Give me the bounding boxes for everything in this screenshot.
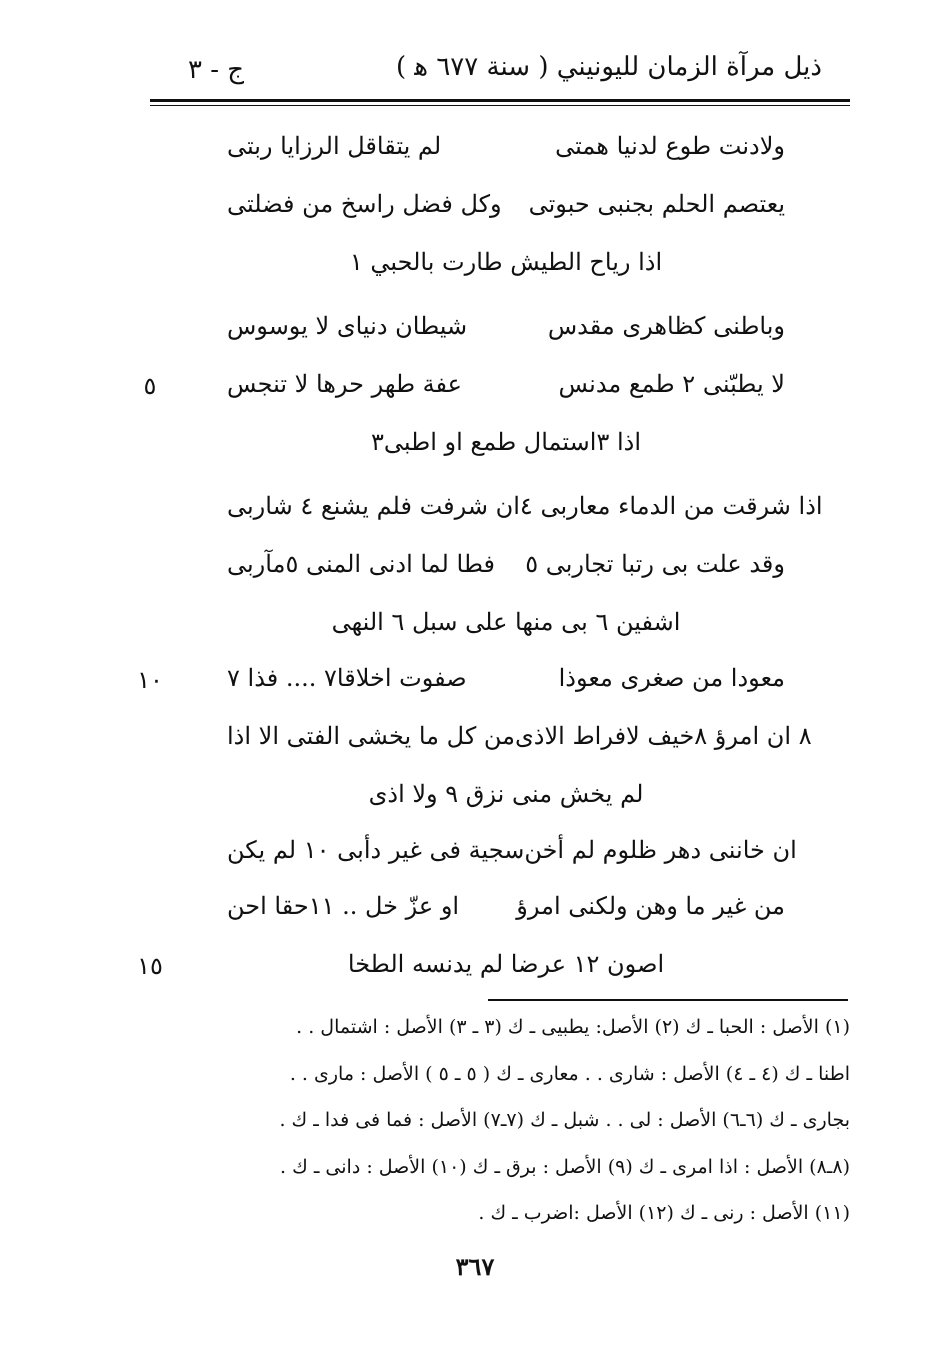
footnote-line: اطنا ـ ك (٤ ـ ٤) الأصل : شارى . . معارى ـ ك ( ٥ ـ ٥ ) الأصل : مارى . . (289, 1063, 850, 1085)
hemistich-left: وباطنى كظاهرى مقدس (547, 312, 785, 340)
verse-line (227, 304, 785, 348)
hemistich-right: لم يتقاقل الرزايا ربتى (227, 132, 442, 160)
hemistich-right: وكل فضل راسخ من فضلتى (227, 190, 502, 218)
hemistich-right: سجية فى غير دأبى ١٠ لم يكن (227, 836, 525, 864)
hemistich-left: ٨ ان امرؤ ٨خيف لافراط الاذى (515, 722, 812, 750)
footnote-line: بجارى ـ ك (٦ـ٦) الأصل : لى . . شبل ـ ك (٧ـ٧) الأصل : فما فى فدا ـ ك . (279, 1109, 850, 1131)
hemistich-right: ان شرفت فلم يشنع ٤ شاربى (227, 492, 520, 520)
hemistich-left: وقد علت بى رتبا تجاربى ٥ (525, 550, 785, 578)
line-number: ١٠ (137, 666, 163, 694)
verse-line (227, 714, 812, 758)
hemistich-left: ان خاننى دهر ظلوم لم أخن (524, 836, 797, 864)
verse-line (227, 362, 785, 406)
running-head-title: ذيل مرآة الزمان لليونيني ( سنة ٦٧٧ ﻫ ) (395, 52, 822, 82)
hemistich-right: فطا لما ادنى المنى ٥مآربى (227, 550, 495, 578)
hemistich-right: عفة طهر حرها لا تنجس (227, 370, 462, 398)
hemistich-left: ولادنت طوع لدنيا همتى (555, 132, 785, 160)
verse-line (227, 542, 785, 586)
refrain-line: اصون ١٢ عرضا لم يدنسه الطخا (347, 950, 665, 978)
line-number: ٥ (143, 372, 157, 400)
page-number: ٣٦٧ (455, 1252, 495, 1281)
hemistich-left: اذا شرقت من الدماء معاربى ٤ (519, 492, 823, 520)
hemistich-left: يعتصم الحلم بجنبى حبوتى (528, 190, 785, 218)
refrain-line: لم يخش منى نزق ٩ ولا اذى (368, 780, 644, 808)
footnote-line: (١١) الأصل : رنى ـ ك (١٢) الأصل :اضرب ـ ك . (478, 1202, 850, 1224)
hemistich-left: من غير ما وهن ولكنى امرؤ (516, 892, 785, 920)
verse-line (227, 182, 785, 226)
running-head-volume: ج - ٣ (188, 55, 245, 85)
header-rule-thick (150, 99, 850, 102)
hemistich-right: شيطان دنياى لا يوسوس (227, 312, 468, 340)
line-number: ١٥ (137, 952, 163, 980)
hemistich-right: او عزّ خل .. ١١حقا احن (227, 892, 460, 920)
header-rule-thin (150, 105, 850, 106)
hemistich-left: لا يطبّنى ٢ طمع مدنس (558, 370, 785, 398)
hemistich-right: صفوت اخلاقا٧ .... فذا ٧ (227, 664, 467, 692)
hemistich-right: من كل ما يخشى الفتى الا اذا (227, 722, 515, 750)
footnote-line: (٨ـ٨) الأصل : اذا امرى ـ ك (٩) الأصل : برق ـ ك (١٠) الأصل : دانى ـ ك . (280, 1156, 850, 1178)
verse-line (227, 124, 785, 168)
verse-line (227, 828, 797, 872)
footnote-line: (١) الأصل : الحبا ـ ك (٢) الأصل: يطبيى ـ ك (٣ ـ ٣) الأصل : اشتمال . . (296, 1016, 850, 1038)
refrain-line: اذا رياح الطيش طارت بالحبي ١ (349, 248, 663, 276)
verse-line (227, 884, 785, 928)
hemistich-left: معودا من صغرى معوذا (558, 664, 785, 692)
refrain-line: اذا ٣استمال طمع او اطبى٣ (371, 428, 641, 456)
footnote-rule (488, 999, 848, 1001)
verse-line (227, 656, 785, 700)
refrain-line: اشفين ٦ بى منها على سبل ٦ النهى (331, 608, 681, 636)
verse-line (227, 484, 823, 528)
